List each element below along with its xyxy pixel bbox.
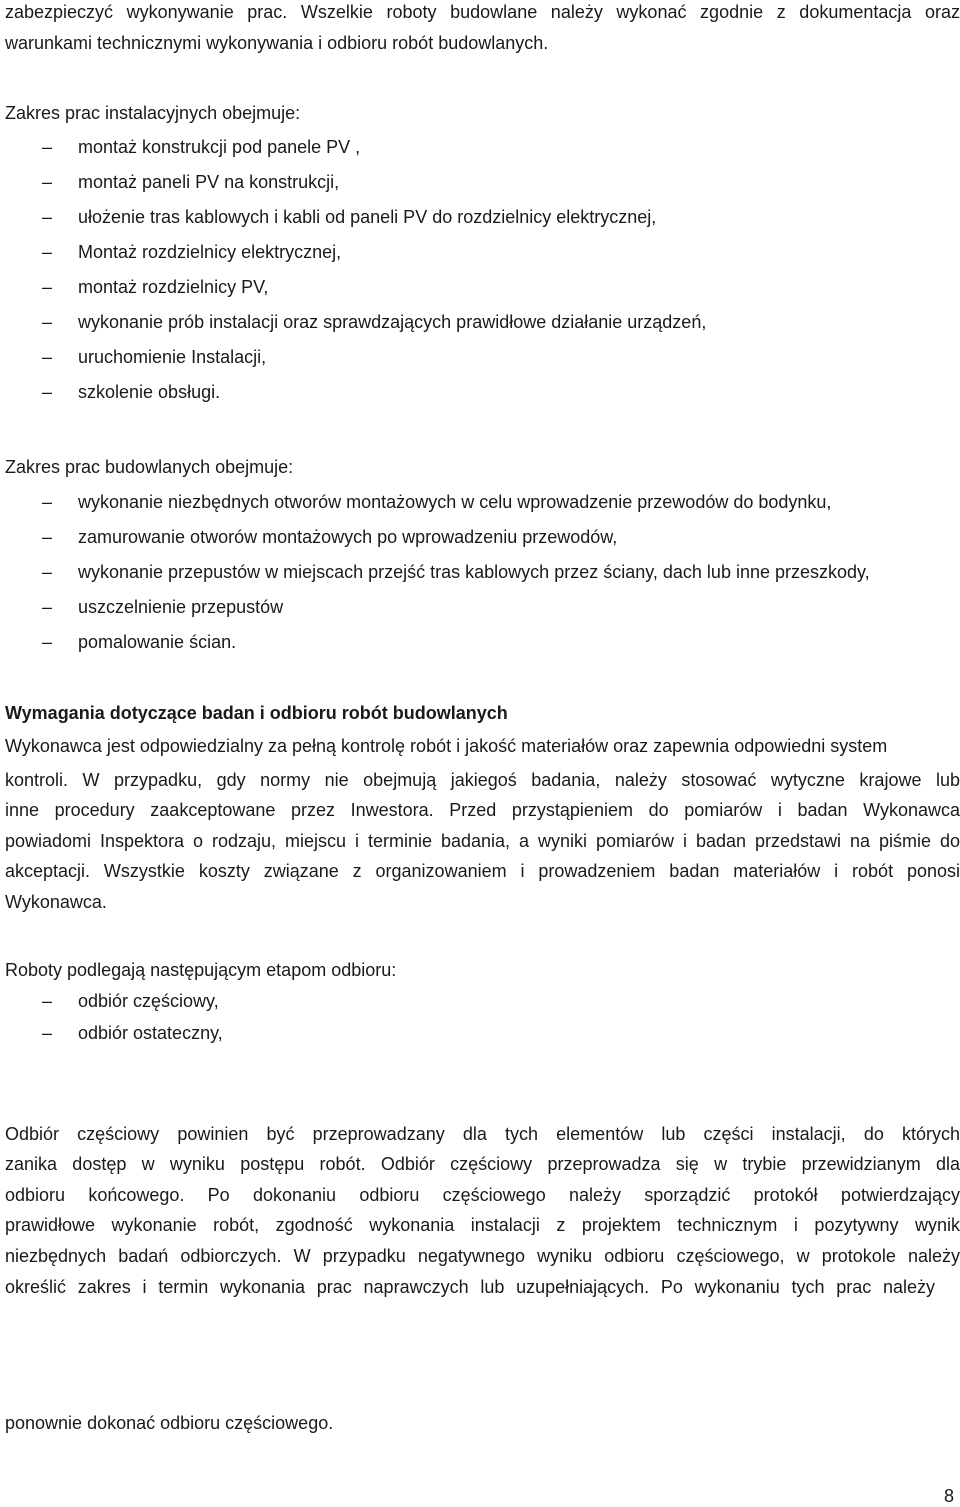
dash-bullet: – xyxy=(42,172,53,192)
requirements-line-4: powiadomi Inspektora o rodzaju, miejscu i terminie badania, a wyniki pomiarów i badan przedstawi na piśmie do xyxy=(5,831,960,851)
list-item xyxy=(0,136,960,171)
installation-heading: Zakres prac instalacyjnych obejmuje: xyxy=(5,103,301,123)
list-item-text: wykonanie niezbędnych otworów montażowych w celu wprowadzenie przewodów do bodynku, xyxy=(78,492,832,512)
construction-list xyxy=(0,491,960,666)
list-item xyxy=(0,276,960,311)
dash-bullet: – xyxy=(42,137,53,157)
list-item-text: ułożenie tras kablowych i kabli od paneli PV do rozdzielnicy elektrycznej, xyxy=(78,207,657,227)
list-item xyxy=(0,561,960,596)
stages-list xyxy=(0,990,960,1057)
dash-bullet: – xyxy=(42,347,53,367)
dash-bullet: – xyxy=(42,492,53,512)
list-item xyxy=(0,631,960,666)
list-item-text: zamurowanie otworów montażowych po wprowadzeniu przewodów, xyxy=(78,527,618,547)
dash-bullet: – xyxy=(42,277,53,297)
dash-bullet: – xyxy=(42,991,53,1011)
requirements-line-6: Wykonawca. xyxy=(5,892,107,912)
dash-bullet: – xyxy=(42,242,53,262)
dash-bullet: – xyxy=(42,1023,53,1043)
dash-bullet: – xyxy=(42,632,53,652)
partial-line-6: określić zakres i termin wykonania prac naprawczych lub uzupełniających. Po wykonaniu tych prac należy xyxy=(5,1277,935,1297)
partial-line-4: prawidłowe wykonanie robót, zgodność wykonania instalacji z projektem technicznym i pozytywny wynik xyxy=(5,1215,960,1235)
list-item xyxy=(0,491,960,526)
list-item xyxy=(0,596,960,631)
construction-heading: Zakres prac budowlanych obejmuje: xyxy=(5,457,294,477)
list-item xyxy=(0,526,960,561)
list-item xyxy=(0,381,960,416)
list-item xyxy=(0,346,960,381)
intro-line-2: warunkami technicznymi wykonywania i odbioru robót budowlanych. xyxy=(5,33,549,53)
page-number: 8 xyxy=(943,1486,954,1506)
list-item-text: wykonanie przepustów w miejscach przejść tras kablowych przez ściany, dach lub inne przeszkody, xyxy=(78,562,870,582)
dash-bullet: – xyxy=(42,382,53,402)
list-item-text: odbiór częściowy, xyxy=(78,991,219,1011)
list-item-text: uszczelnienie przepustów xyxy=(78,597,284,617)
list-item xyxy=(0,1022,960,1057)
requirements-heading: Wymagania dotyczące badan i odbioru robót budowlanych xyxy=(5,703,508,723)
list-item xyxy=(0,311,960,346)
requirements-line-1: Wykonawca jest odpowiedzialny za pełną kontrolę robót i jakość materiałów oraz zapewnia odpowiedni system xyxy=(5,736,888,756)
dash-bullet: – xyxy=(42,527,53,547)
requirements-line-5: akceptacji. Wszystkie koszty związane z organizowaniem i prowadzeniem badan materiałów i robót ponosi xyxy=(5,861,960,881)
list-item-text: wykonanie prób instalacji oraz sprawdzających prawidłowe działanie urządzeń, xyxy=(78,312,707,332)
intro-line-1: zabezpieczyć wykonywanie prac. Wszelkie roboty budowlane należy wykonać zgodnie z dokumentacja oraz xyxy=(5,2,960,22)
requirements-line-3: inne procedury zaakceptowane przez Inwestora. Przed przystąpieniem do pomiarów i badan Wykonawca xyxy=(5,800,960,820)
list-item-text: szkolenie obsługi. xyxy=(78,382,221,402)
list-item xyxy=(0,206,960,241)
dash-bullet: – xyxy=(42,597,53,617)
partial-line-1: Odbiór częściowy powinien być przeprowadzany dla tych elementów lub części instalacji, do których xyxy=(5,1124,960,1144)
list-item-text: Montaż rozdzielnicy elektrycznej, xyxy=(78,242,342,262)
requirements-line-2: kontroli. W przypadku, gdy normy nie obejmują jakiegoś badania, należy stosować wytyczne krajowe lub xyxy=(5,770,960,790)
list-item xyxy=(0,241,960,276)
partial-line-5: niezbędnych badań odbiorczych. W przypadku negatywnego wyniku odbioru częściowego, w protokole należy xyxy=(5,1246,960,1266)
dash-bullet: – xyxy=(42,562,53,582)
dash-bullet: – xyxy=(42,312,53,332)
list-item-text: montaż konstrukcji pod panele PV , xyxy=(78,137,361,157)
list-item-text: montaż paneli PV na konstrukcji, xyxy=(78,172,340,192)
list-item-text: montaż rozdzielnicy PV, xyxy=(78,277,269,297)
partial-line-3: odbioru końcowego. Po dokonaniu odbioru częściowego należy sporządzić protokół potwierdzający xyxy=(5,1185,960,1205)
installation-list xyxy=(0,136,960,416)
list-item-text: pomalowanie ścian. xyxy=(78,632,237,652)
partial-line-2: zanika dostęp w wyniku postępu robót. Odbiór częściowy przeprowadza się w trybie przewidzianym dla xyxy=(5,1154,960,1174)
list-item-text: odbiór ostateczny, xyxy=(78,1023,223,1043)
stages-heading: Roboty podlegają następującym etapom odbioru: xyxy=(5,960,397,980)
list-item-text: uruchomienie Instalacji, xyxy=(78,347,267,367)
list-item xyxy=(0,990,960,1022)
partial-last-line: ponownie dokonać odbioru częściowego. xyxy=(5,1413,334,1433)
dash-bullet: – xyxy=(42,207,53,227)
list-item xyxy=(0,171,960,206)
